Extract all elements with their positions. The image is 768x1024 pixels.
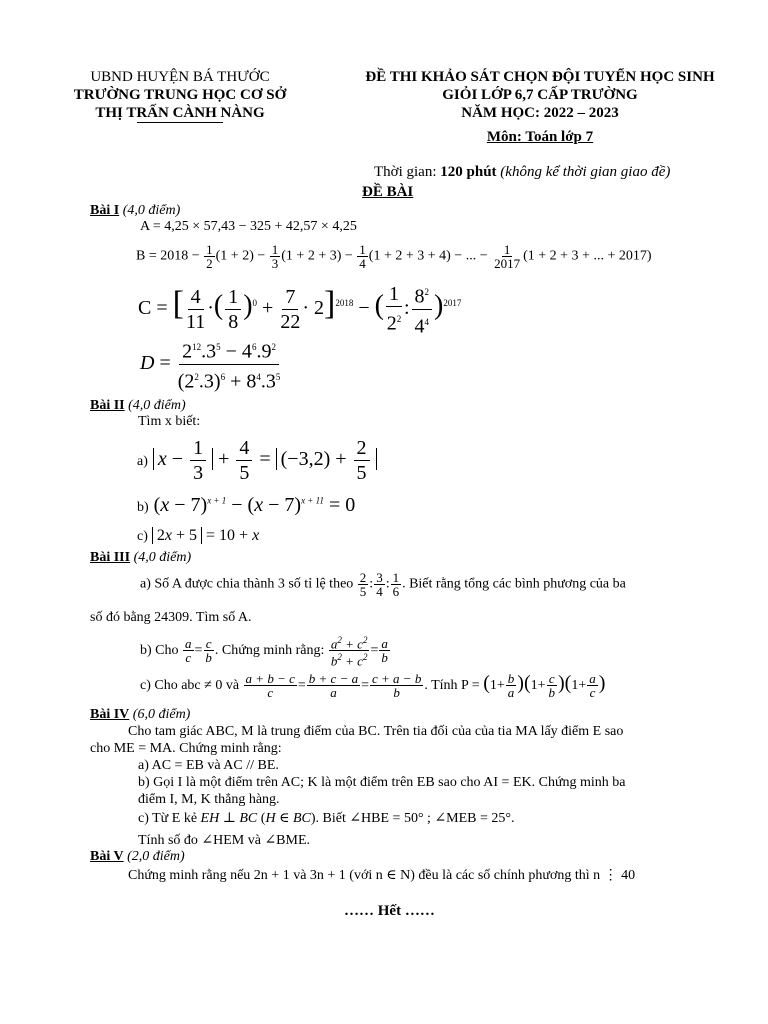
bai4-line7: Tính số đo ∠HEM và ∠BME. — [138, 833, 311, 848]
bai3-heading: Bài III (4,0 điểm) — [90, 550, 192, 565]
bai1-B: B = 2018 − $\frac{1}{2}$ (1 + 2) − $\frac{1}{3}$ (1 + 2 + 3) − $\frac{1}{4}$ (1 + 2 + 3 + 4) − ... − $\frac{1}{2017}$ (1 + 2 + 3 + ... + 2017) — [136, 242, 652, 271]
bai5-text: Chứng minh rằng nếu 2n + 1 và 3n + 1 (với n ∈ N) đều là các số chính phương thì n ⋮ 40 — [128, 868, 636, 883]
exam-time: Thời gian: 120 phút (không kể thời gian giao đề) — [374, 164, 671, 180]
bai3-a: a) Số A được chia thành 3 số tỉ lệ theo $\frac{2}{5}$ : $\frac{3}{4}$ : $\frac{1}{6}$ . Biết rằng tổng các bình phương của ba — [140, 570, 626, 599]
bai1-A: A = 4,25 × 57,43 − 325 + 42,57 × 4,25 — [140, 219, 357, 234]
bai4-line6: c) Từ E kẻ EH ⊥ BC (H ∈ BC). Biết ∠HBE = 50° ; ∠MEB = 25°. — [138, 811, 515, 826]
bai3-b: b) Cho $\frac{a}{c}$ = $\frac{c}{b}$ . Chứng minh rằng: $\frac{a^2 + c^2}{b^2 + c^2}$ = $\frac{a}{b}$ — [140, 635, 388, 669]
bai4-line1: Cho tam giác ABC, M là trung điểm của BC. Trên tia đối của của tia MA lấy điểm E sao — [128, 724, 624, 739]
bai4-line2: cho ME = MA. Chứng minh rằng: — [90, 741, 282, 756]
school-location: THỊ TRẤN CÀNH NÀNG — [95, 105, 265, 121]
school-district: UBND HUYỆN BÁ THƯỚC — [90, 69, 270, 85]
exam-title-line2: GIỎI LỚP 6,7 CẤP TRƯỜNG — [442, 87, 638, 103]
bai4-line4: b) Gọi I là một điểm trên AC; K là một điểm trên EB sao cho AI = EK. Chứng minh ba — [138, 775, 626, 790]
bai2-heading: Bài II (4,0 điểm) — [90, 398, 186, 413]
bai4-line5: điểm I, M, K thẳng hàng. — [138, 792, 280, 807]
end-marker: …… Hết …… — [344, 903, 435, 919]
bai3-c: c) Cho abc ≠ 0 và $\frac{a + b - c}{c}$ = $\frac{b + c - a}{a}$ = $\frac{c + a - b}{b}$ . Tính P = (1+ $\frac{b}{a}$ )(1+ $\frac{c}{b}$ )(1+ $\frac{a}{c}$ ) — [140, 671, 606, 701]
bai2-b: b) $(x - 7)^{x + 1} - (x - 7)^{x + 11} = 0$ — [137, 494, 356, 516]
bai4-line3: a) AC = EB và AC // BE. — [138, 758, 279, 773]
bai1-D: D = $\frac{2^{12}.3^5 - 4^6.9^2}{(2^2.3)^6 + 8^4.3^5}$ — [140, 335, 282, 393]
header-underline-left — [137, 122, 223, 123]
bai2-c: c) 2x + 5 = 10 + x — [137, 527, 260, 544]
bai3-a-cont: số đó bằng 24309. Tìm số A. — [90, 610, 252, 625]
bai4-heading: Bài IV (6,0 điểm) — [90, 707, 191, 722]
bai2-a: a) x − $\frac{1}{3}$ + $\frac{4}{5}$ = (−3,2) + $\frac{2}{5}$ — [137, 436, 377, 485]
exam-heading: ĐỀ BÀI — [362, 184, 414, 200]
school-name: TRƯỜNG TRUNG HỌC CƠ SỞ — [73, 87, 287, 103]
subject: Môn: Toán lớp 7 — [486, 129, 594, 145]
exam-title-line1: ĐỀ THI KHẢO SÁT CHỌN ĐỘI TUYỂN HỌC SINH — [365, 69, 715, 85]
bai2-intro: Tìm x biết: — [138, 414, 201, 429]
bai1-C: C = [ $\frac{4}{11}$ ·( $\frac{1}{8}$ )$^0$ + $\frac{7}{22}$ · 2]$^{2018}$ − ( $\frac{1}{2^2}$ : $\frac{8^2}{4^4}$ )$^{2017}$ — [138, 280, 461, 338]
school-year: NĂM HỌC: 2022 – 2023 — [461, 105, 619, 121]
bai1-heading: Bài I (4,0 điểm) — [90, 203, 181, 218]
bai5-heading: Bài V (2,0 điểm) — [90, 849, 185, 864]
